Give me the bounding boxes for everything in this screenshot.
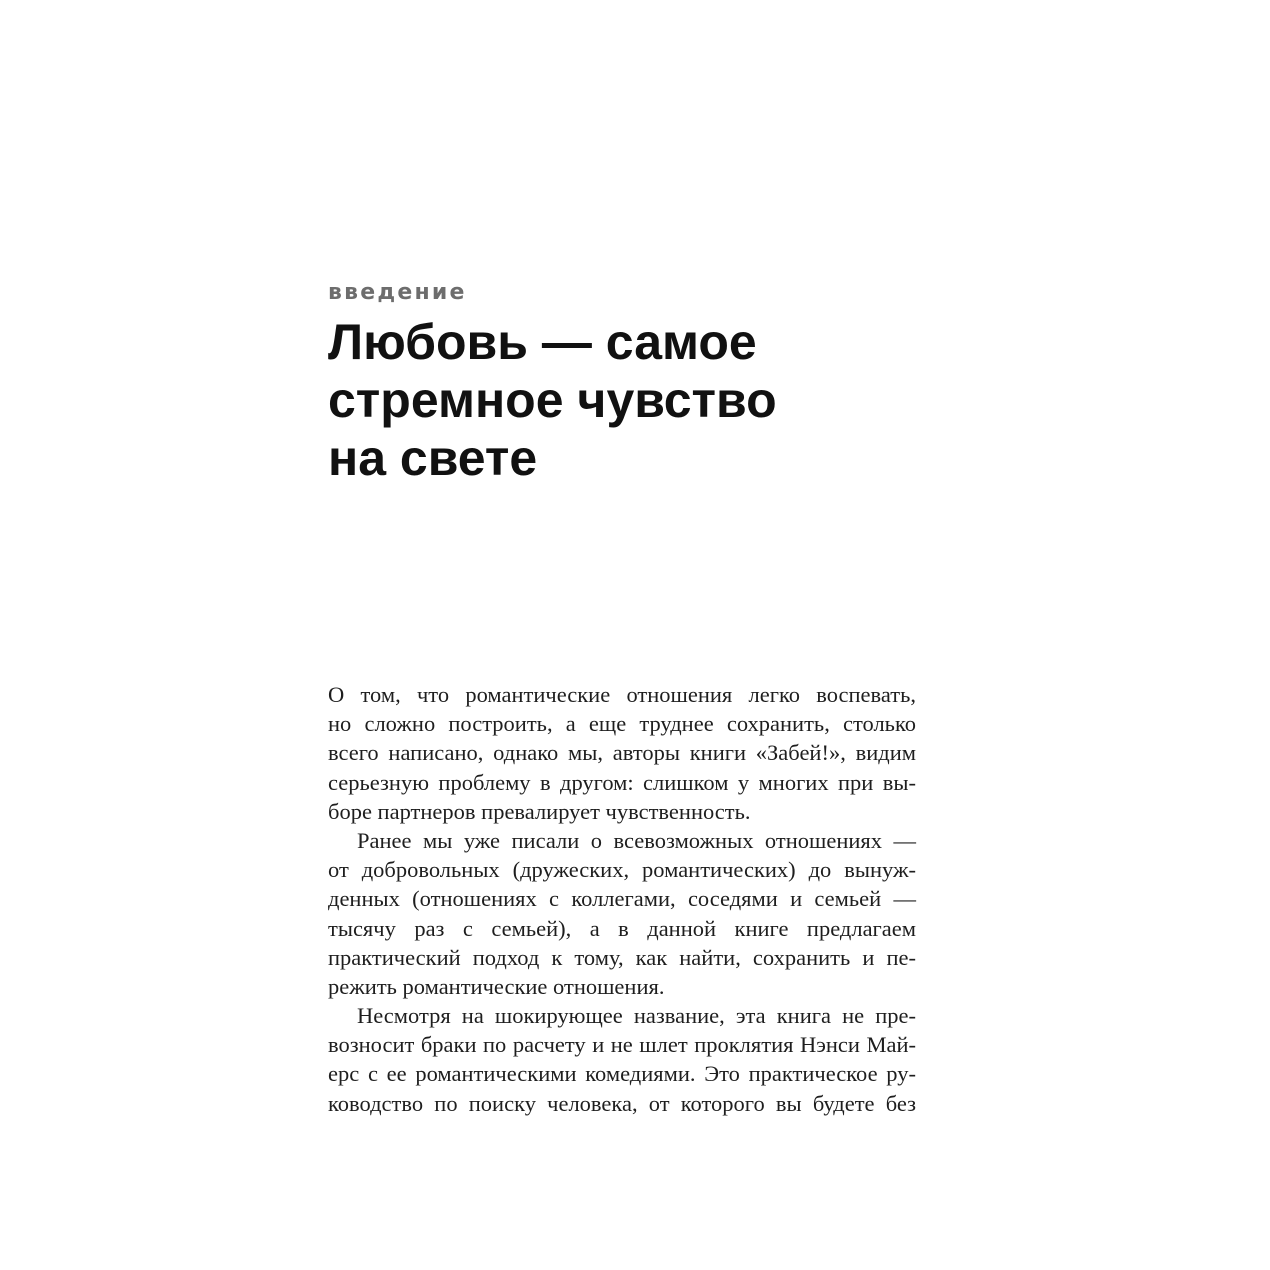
paragraph-1-line: боре партнеров превалирует чувственность.	[328, 798, 751, 824]
paragraph-2-line: тысячу раз с семьей), а в данной книге предлагаем	[328, 915, 916, 941]
chapter-title-line: Любовь — самое	[328, 314, 757, 370]
body-text	[328, 680, 916, 1118]
paragraph-3-line: возносит браки по расчету и не шлет проклятия Нэнси Май-	[328, 1032, 916, 1058]
section-label: введение	[328, 280, 467, 305]
paragraph-1-line: О том, что романтические отношения легко воспевать,	[328, 682, 916, 707]
paragraph-3-line: ководство по поиску человека, от которого вы будете без	[328, 1090, 916, 1116]
paragraph-1-line: всего написано, однако мы, авторы книги «Забей!», видим	[328, 740, 916, 766]
paragraph-3-line: ерс с ее романтическими комедиями. Это практическое ру-	[328, 1061, 916, 1087]
chapter-title-line: стремное чувство	[328, 372, 777, 428]
paragraph-2-line: Ранее мы уже писали о всевозможных отношениях —	[357, 827, 916, 853]
paragraph-2-line: режить романтические отношения.	[328, 973, 665, 999]
paragraph-1-line: серьезную проблему в другом: слишком у многих при вы-	[328, 769, 916, 795]
paragraph-2-line: практический подход к тому, как найти, сохранить и пе-	[328, 944, 916, 970]
paragraph-3-line: Несмотря на шокирующее название, эта книга не пре-	[357, 1003, 916, 1029]
paragraph-2-line: денных (отношениях с коллегами, соседями и семьей —	[328, 886, 916, 912]
paragraph-2-line: от добровольных (дружеских, романтических) до вынуж-	[328, 857, 916, 883]
paragraph-1-line: но сложно построить, а еще труднее сохранить, столько	[328, 711, 916, 737]
chapter-title	[328, 313, 948, 487]
chapter-title-line: на свете	[328, 430, 538, 486]
